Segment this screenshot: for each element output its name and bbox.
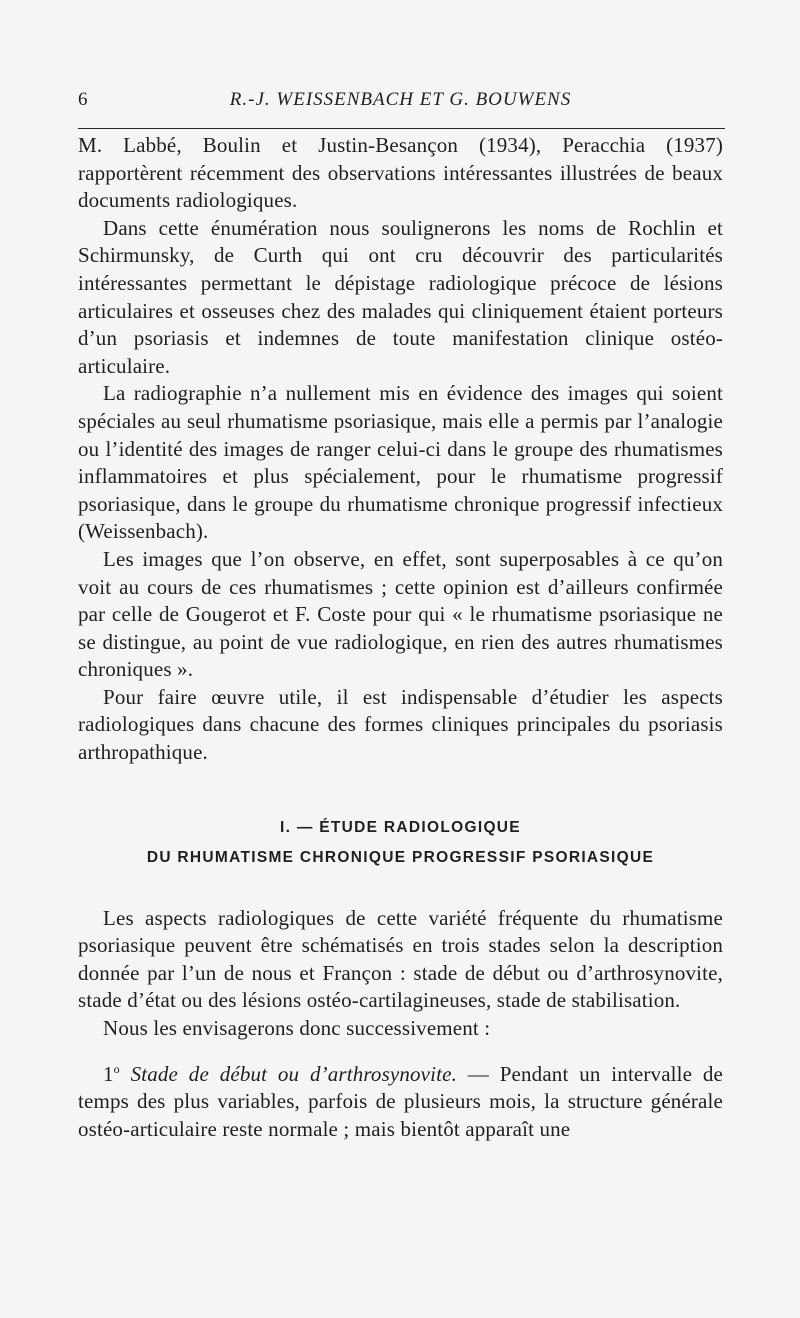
section-heading-line: DU RHUMATISME CHRONIQUE PROGRESSIF PSORIASIQUE [146,848,655,866]
paragraph: M. Labbé, Boulin et Justin-Besançon (1934), Peracchia (1937) rapportèrent récemment des observations intéressantes illustrées de beaux documents radiologiques. [78,133,723,213]
ordinal-mark: o [113,1061,120,1076]
subsection-number: 1 [103,1061,114,1086]
paragraph: Pour faire œuvre utile, il est indispensable d’étudier les aspects radiologiques dans chacune des formes cliniques principales du psoriasis arthropathique. [78,684,723,765]
subsection-paragraph [78,1061,723,1144]
paragraph: Les images que l’on observe, en effet, sont superposables à ce qu’on voit au cours de ces rhumatismes ; cette opinion est d’ailleurs confirmée par celle de Gougerot et F. Coste pour qui « le rhumatisme psoriasique ne se distingue, au point de vue radiologique, en rien des autres rhumatismes chroniques ». [78,546,723,682]
running-title: R.-J. WEISSENBACH ET G. BOUWENS [229,89,572,110]
page-number: 6 [78,89,88,110]
body-text [78,132,723,1143]
page [78,82,723,1143]
subsection-text: — Pendant un intervalle de temps des plus variables, parfois de plusieurs mois, la structure générale ostéo-articulaire reste normale ; mais bientôt apparaît une [78,1061,724,1141]
paragraph: La radiographie n’a nullement mis en évidence des images qui soient spéciales au seul rhumatisme psoriasique, mais elle a permis par l’analogie ou l’identité des images de ranger celui-ci dans le groupe des rhumatismes inflammatoires et plus spécialement, pour le rhumatisme progressif psoriasique, dans le groupe du rhumatisme chronique progressif infectieux (Weissenbach). [78,381,723,544]
section-heading-line: I. — ÉTUDE RADIOLOGIQUE [280,818,521,836]
subsection-title: Stade de début ou d’arthrosynovite. [130,1061,457,1086]
paragraph: Les aspects radiologiques de cette variété fréquente du rhumatisme psoriasique peuvent être schématisés en trois stades selon la description donnée par l’un de nous et Françon : stade de début ou d’arthrosynovite, stade d’état ou des lésions ostéo-cartilagineuses, stade de stabilisation. [78,905,723,1013]
paragraph: Dans cette énumération nous soulignerons les noms de Rochlin et Schirmunsky, de Curth qui ont cru découvrir des particularités intéressantes permettant le dépistage radiologique précoce de lésions articulaires et osseuses chez des malades qui cliniquement étaient porteurs d’un psoriasis et indemnes de toute manifestation clinique ostéo-articulaire. [78,215,723,378]
section-body [78,905,723,1043]
header-rule [78,128,725,129]
paragraph: Nous les envisagerons donc successivement : [103,1016,491,1041]
running-head [78,82,723,118]
section-heading [78,813,723,873]
